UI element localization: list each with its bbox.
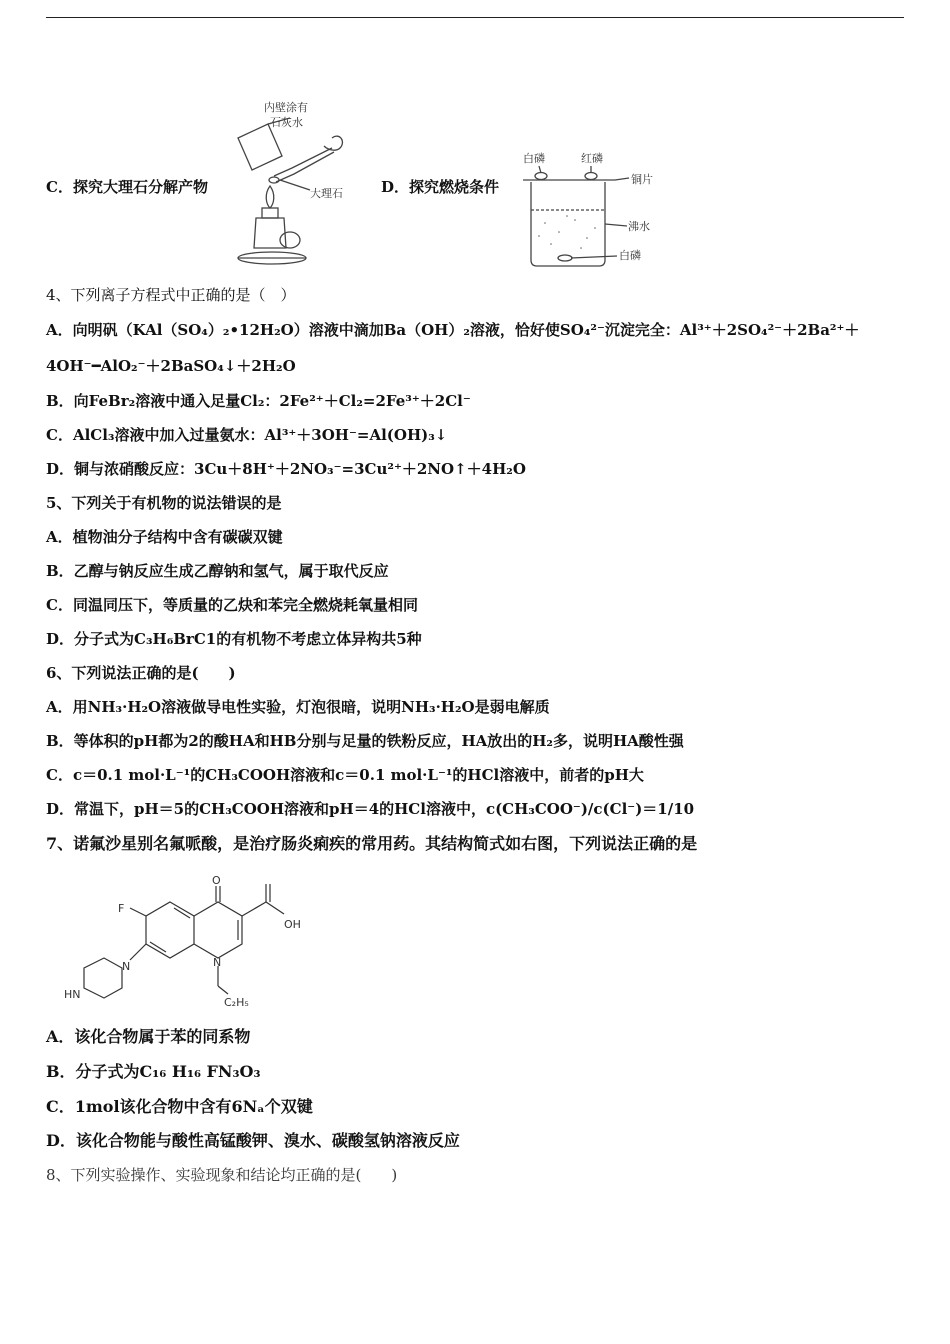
q5-option-d: D．分子式为C₃H₆BrC1的有机物不考虑立体异构共5种	[46, 630, 422, 648]
combustion-condition-figure	[515, 148, 665, 273]
q4-stem: 4、下列离子方程式中正确的是（ ）	[46, 286, 296, 304]
q4-option-a-line2: 4OH⁻━AlO₂⁻＋2BaSO₄↓＋2H₂O	[46, 357, 296, 375]
fig-c-label-3: 大理石	[310, 187, 343, 200]
q7-stem: 7、诺氟沙星别名氟哌酸，是治疗肠炎痢疾的常用药。其结构简式如右图，下列说法正确的是	[46, 834, 698, 853]
fig-d-label-2: 红磷	[581, 152, 603, 165]
q7-option-a: A．该化合物属于苯的同系物	[46, 1027, 251, 1046]
structure-label-f: F	[118, 902, 125, 915]
structure-label-o: O	[212, 874, 221, 887]
q5-option-a: A．植物油分子结构中含有碳碳双键	[46, 528, 283, 546]
fig-c-label-2: 石灰水	[270, 116, 303, 129]
structure-label-n-ring: N	[213, 956, 222, 969]
q4-option-c: C．AlCl₃溶液中加入过量氨水：Al³⁺＋3OH⁻=Al(OH)₃↓	[46, 426, 448, 444]
q7-option-b: B．分子式为C₁₆ H₁₆ FN₃O₃	[46, 1062, 261, 1081]
header-rule	[46, 17, 904, 18]
structure-label-ethyl: C₂H₅	[224, 996, 249, 1009]
q6-option-d: D．常温下，pH＝5的CH₃COOH溶液和pH＝4的HCl溶液中，c(CH₃COO⁻)/c(Cl⁻)＝1/10	[46, 800, 695, 818]
q5-stem: 5、下列关于有机物的说法错误的是	[46, 494, 282, 512]
q6-option-b: B．等体积的pH都为2的酸HA和HB分别与足量的铁粉反应，HA放出的H₂多，说明HA酸性强	[46, 732, 684, 750]
fig-d-label-5: 白磷	[619, 249, 641, 262]
q3-option-d: D．探究燃烧条件	[381, 178, 500, 196]
q5-option-c: C．同温同压下，等质量的乙炔和苯完全燃烧耗氧量相同	[46, 596, 418, 614]
q4-option-a-line1: A．向明矾（KAl（SO₄）₂•12H₂O）溶液中滴加Ba（OH）₂溶液，恰好使SO₄²⁻沉淀完全：Al³⁺＋2SO₄²⁻＋2Ba²⁺＋	[46, 321, 860, 339]
q6-option-c: C．c＝0.1 mol·L⁻¹的CH₃COOH溶液和c＝0.1 mol·L⁻¹的HCl溶液中，前者的pH大	[46, 766, 644, 784]
fig-d-label-3: 铜片	[631, 173, 653, 186]
q4-option-b: B．向FeBr₂溶液中通入足量Cl₂：2Fe²⁺＋Cl₂=2Fe³⁺＋2Cl⁻	[46, 392, 471, 410]
marble-decomposition-figure	[232, 98, 367, 270]
q3-option-c: C．探究大理石分解产物	[46, 178, 208, 196]
q6-option-a: A．用NH₃·H₂O溶液做导电性实验，灯泡很暗，说明NH₃·H₂O是弱电解质	[46, 698, 550, 716]
structure-label-n-piperazine: N	[122, 960, 131, 973]
q7-option-d: D．该化合物能与酸性高锰酸钾、溴水、碳酸氢钠溶液反应	[46, 1131, 460, 1150]
q8-stem: 8、下列实验操作、实验现象和结论均正确的是( )	[46, 1166, 398, 1184]
norfloxacin-structure-figure	[60, 872, 320, 1017]
structure-label-oh: OH	[284, 918, 301, 931]
q5-option-b: B．乙醇与钠反应生成乙醇钠和氢气，属于取代反应	[46, 562, 389, 580]
fig-c-label-1: 内壁涂有	[264, 101, 308, 114]
fig-d-label-1: 白磷	[523, 152, 545, 165]
q7-option-c: C．1mol该化合物中含有6Nₐ个双键	[46, 1097, 313, 1116]
structure-label-hn: HN	[64, 988, 81, 1001]
q4-option-d: D．铜与浓硝酸反应：3Cu＋8H⁺＋2NO₃⁻=3Cu²⁺＋2NO↑＋4H₂O	[46, 460, 526, 478]
fig-d-label-4: 沸水	[628, 220, 650, 233]
q6-stem: 6、下列说法正确的是( )	[46, 664, 236, 682]
